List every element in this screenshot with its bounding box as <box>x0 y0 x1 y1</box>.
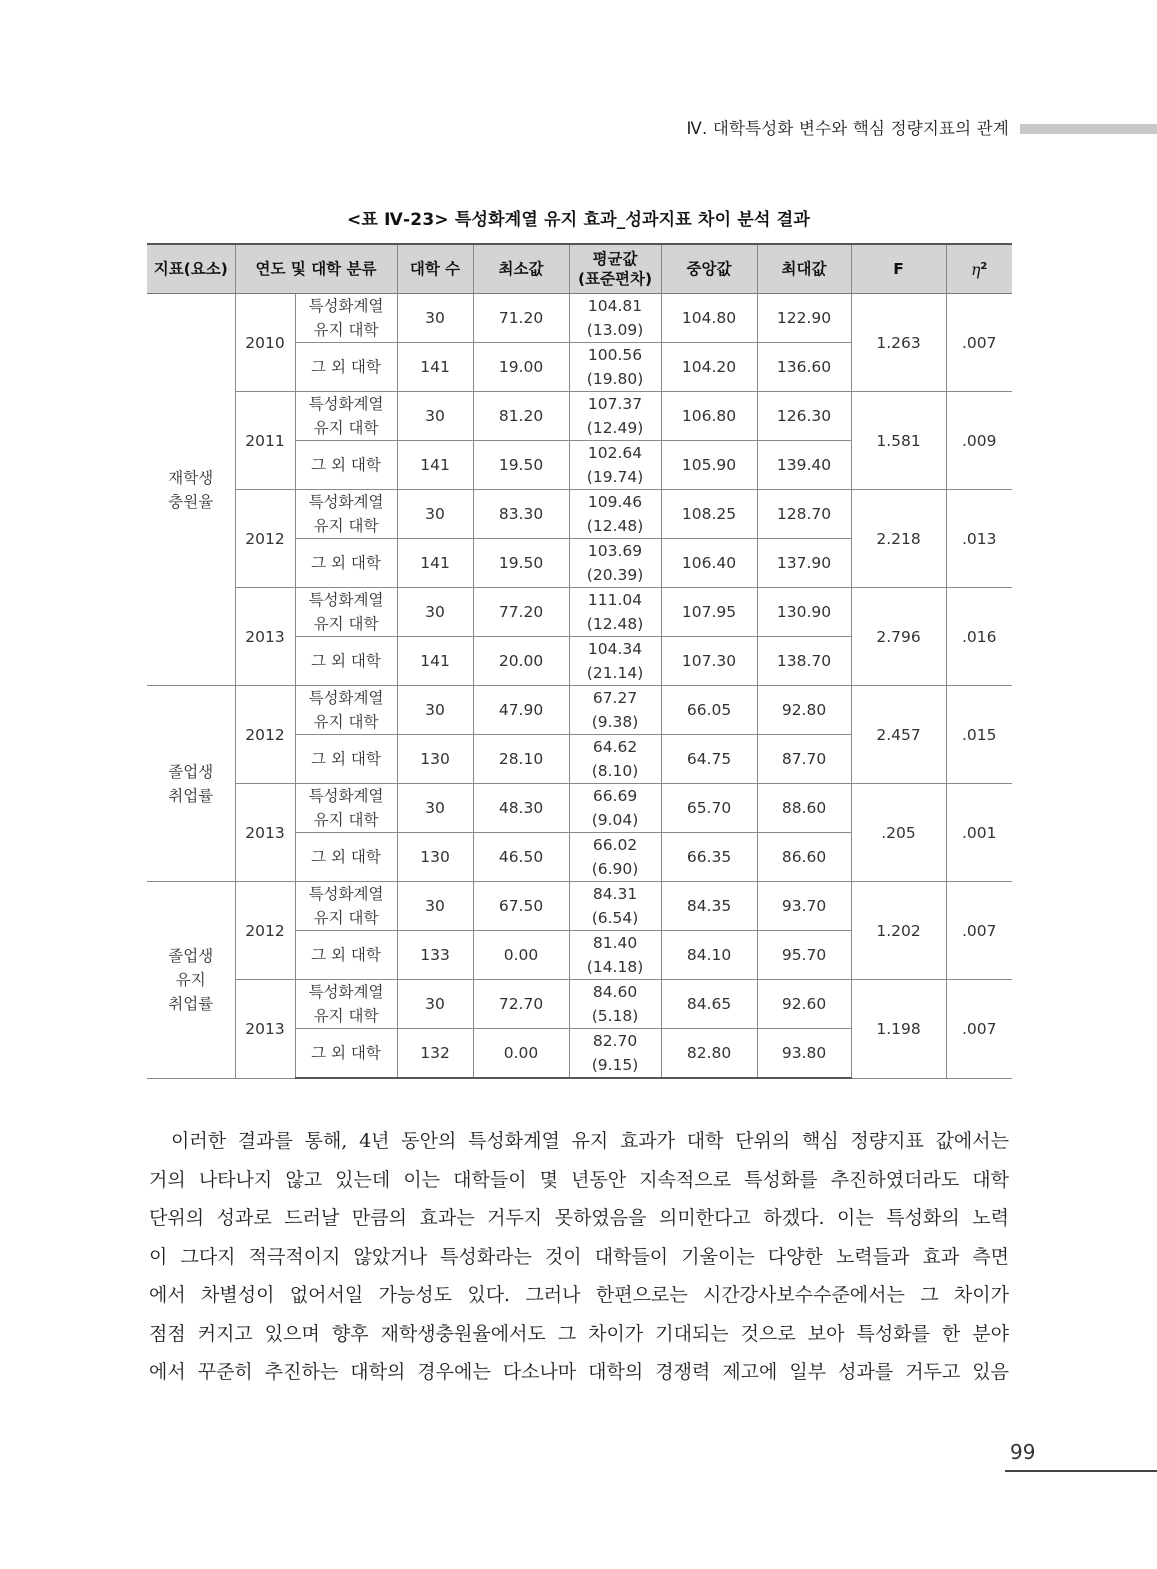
mean-cell <box>569 588 661 637</box>
class-label: 그 외 대학 <box>311 652 381 670</box>
class-label: 특성화계열 <box>308 787 384 805</box>
class-label: 유지 대학 <box>313 321 379 339</box>
max-cell: 92.60 <box>757 980 851 1029</box>
header-mean <box>569 244 661 294</box>
n-cell: 141 <box>397 343 473 392</box>
sd-value: (14.18) <box>586 958 644 976</box>
class-label: 유지 대학 <box>313 615 379 633</box>
sd-value: (6.54) <box>591 909 639 927</box>
median-cell: 106.40 <box>661 539 757 588</box>
body-line: 점점 커지고 있으며 향후 재학생충원율에서도 그 차이가 기대되는 것으로 보아 특성화를 한 분야 <box>149 1322 1009 1345</box>
metric-label: 재학생 <box>168 468 214 487</box>
max-cell: 130.90 <box>757 588 851 637</box>
sd-value: (12.48) <box>586 615 644 633</box>
median-cell: 64.75 <box>661 735 757 784</box>
mean-cell <box>569 637 661 686</box>
class-cell <box>295 294 397 343</box>
metric-cell <box>147 882 235 1079</box>
year-cell: 2013 <box>235 980 295 1079</box>
median-cell: 65.70 <box>661 784 757 833</box>
min-cell: 81.20 <box>473 392 569 441</box>
mean-cell <box>569 784 661 833</box>
class-cell <box>295 392 397 441</box>
sd-value: (12.48) <box>586 517 644 535</box>
header-f: F <box>851 244 946 294</box>
eta-cell: .007 <box>946 980 1012 1079</box>
chapter-title: Ⅳ. 대학특성화 변수와 핵심 정량지표의 관계 <box>686 119 1009 138</box>
sd-value: (5.18) <box>591 1007 639 1025</box>
class-cell <box>295 588 397 637</box>
n-cell: 30 <box>397 980 473 1029</box>
min-cell: 67.50 <box>473 882 569 931</box>
class-label: 특성화계열 <box>308 591 384 609</box>
class-label: 그 외 대학 <box>311 946 381 964</box>
mean-cell <box>569 441 661 490</box>
median-cell: 106.80 <box>661 392 757 441</box>
running-header <box>0 117 1157 141</box>
n-cell: 30 <box>397 588 473 637</box>
n-cell: 30 <box>397 392 473 441</box>
min-cell: 77.20 <box>473 588 569 637</box>
table-row <box>147 294 1012 343</box>
max-cell: 126.30 <box>757 392 851 441</box>
median-cell: 84.65 <box>661 980 757 1029</box>
class-cell <box>295 1029 397 1079</box>
class-cell <box>295 784 397 833</box>
min-cell: 83.30 <box>473 490 569 539</box>
mean-value: 103.69 <box>587 542 643 560</box>
class-label: 그 외 대학 <box>311 1044 381 1062</box>
f-cell: 1.581 <box>851 392 946 490</box>
class-cell <box>295 637 397 686</box>
mean-value: 100.56 <box>587 346 643 364</box>
header-max: 최대값 <box>757 244 851 294</box>
mean-value: 81.40 <box>592 934 638 952</box>
class-label: 유지 대학 <box>313 1007 379 1025</box>
class-label: 그 외 대학 <box>311 848 381 866</box>
class-label: 특성화계열 <box>308 297 384 315</box>
eta-cell: .007 <box>946 294 1012 392</box>
mean-cell <box>569 294 661 343</box>
n-cell: 30 <box>397 490 473 539</box>
median-cell: 104.20 <box>661 343 757 392</box>
table-row <box>147 490 1012 539</box>
median-cell: 66.05 <box>661 686 757 735</box>
median-cell: 66.35 <box>661 833 757 882</box>
body-line: 거의 나타나지 않고 있는데 이는 대학들이 몇 년동안 지속적으로 특성화를 추진하였더라도 대학 <box>149 1168 1009 1191</box>
min-cell: 20.00 <box>473 637 569 686</box>
n-cell: 133 <box>397 931 473 980</box>
year-cell: 2013 <box>235 784 295 882</box>
max-cell: 128.70 <box>757 490 851 539</box>
sd-value: (13.09) <box>586 321 644 339</box>
min-cell: 72.70 <box>473 980 569 1029</box>
median-cell: 108.25 <box>661 490 757 539</box>
min-cell: 71.20 <box>473 294 569 343</box>
mean-value: 66.02 <box>592 836 638 854</box>
metric-label: 유지 <box>175 970 206 989</box>
metric-label: 졸업생 <box>168 946 214 965</box>
mean-cell <box>569 735 661 784</box>
eta-symbol: η <box>971 261 981 280</box>
mean-cell <box>569 931 661 980</box>
class-label: 그 외 대학 <box>311 456 381 474</box>
eta-cell: .013 <box>946 490 1012 588</box>
class-label: 특성화계열 <box>308 689 384 707</box>
max-cell: 93.80 <box>757 1029 851 1079</box>
eta-cell: .015 <box>946 686 1012 784</box>
max-cell: 87.70 <box>757 735 851 784</box>
class-cell <box>295 539 397 588</box>
max-cell: 95.70 <box>757 931 851 980</box>
sd-value: (21.14) <box>586 664 644 682</box>
class-label: 특성화계열 <box>308 493 384 511</box>
mean-cell <box>569 1029 661 1079</box>
mean-value: 84.60 <box>592 983 638 1001</box>
class-label: 유지 대학 <box>313 419 379 437</box>
mean-value: 102.64 <box>587 444 643 462</box>
min-cell: 47.90 <box>473 686 569 735</box>
year-cell: 2010 <box>235 294 295 392</box>
table-row <box>147 686 1012 735</box>
max-cell: 86.60 <box>757 833 851 882</box>
n-cell: 30 <box>397 784 473 833</box>
body-line: 단위의 성과로 드러날 만큼의 효과는 거두지 못하였음을 의미한다고 하겠다. 이는 특성화의 노력 <box>149 1207 1009 1229</box>
eta-power: 2 <box>980 261 988 273</box>
class-label: 유지 대학 <box>313 909 379 927</box>
mean-value: 82.70 <box>592 1032 638 1050</box>
table-row <box>147 980 1012 1029</box>
header-median: 중앙값 <box>661 244 757 294</box>
class-label: 유지 대학 <box>313 713 379 731</box>
mean-cell <box>569 980 661 1029</box>
mean-cell <box>569 539 661 588</box>
year-cell: 2012 <box>235 490 295 588</box>
mean-value: 104.34 <box>587 640 643 658</box>
year-cell: 2012 <box>235 686 295 784</box>
mean-cell <box>569 392 661 441</box>
class-cell <box>295 882 397 931</box>
sd-value: (20.39) <box>586 566 644 584</box>
max-cell: 139.40 <box>757 441 851 490</box>
body-line: 이러한 결과를 통해, 4년 동안의 특성화계열 유지 효과가 대학 단위의 핵심 정량지표 값에서는 <box>171 1130 1009 1152</box>
body-paragraph <box>149 1122 1009 1392</box>
mean-value: 67.27 <box>592 689 638 707</box>
header-row <box>147 244 1012 294</box>
sd-value: (19.80) <box>586 370 644 388</box>
metric-cell <box>147 686 235 882</box>
f-cell: .205 <box>851 784 946 882</box>
mean-value: 107.37 <box>587 395 643 413</box>
min-cell: 48.30 <box>473 784 569 833</box>
header-min: 최소값 <box>473 244 569 294</box>
class-label: 그 외 대학 <box>311 750 381 768</box>
min-cell: 0.00 <box>473 1029 569 1079</box>
header-bar <box>1020 124 1157 134</box>
n-cell: 141 <box>397 637 473 686</box>
class-label: 유지 대학 <box>313 517 379 535</box>
mean-value: 109.46 <box>587 493 643 511</box>
class-label: 특성화계열 <box>308 983 384 1001</box>
max-cell: 137.90 <box>757 539 851 588</box>
min-cell: 19.00 <box>473 343 569 392</box>
class-label: 그 외 대학 <box>311 358 381 376</box>
table-row <box>147 784 1012 833</box>
results-table <box>147 243 1012 1079</box>
f-cell: 1.198 <box>851 980 946 1079</box>
mean-cell <box>569 833 661 882</box>
mean-value: 66.69 <box>592 787 638 805</box>
n-cell: 132 <box>397 1029 473 1079</box>
median-cell: 107.30 <box>661 637 757 686</box>
page-number: 99 <box>1010 1440 1036 1464</box>
n-cell: 130 <box>397 833 473 882</box>
f-cell: 1.263 <box>851 294 946 392</box>
class-label: 특성화계열 <box>308 395 384 413</box>
body-line: 에서 꾸준히 추진하는 대학의 경우에는 다소나마 대학의 경쟁력 제고에 일부 성과를 거두고 있음 <box>149 1361 1009 1383</box>
mean-value: 111.04 <box>587 591 643 609</box>
table-caption: <표 Ⅳ-23> 특성화계열 유지 효과_성과지표 차이 분석 결과 <box>346 210 811 230</box>
eta-cell: .016 <box>946 588 1012 686</box>
class-cell <box>295 686 397 735</box>
sd-value: (9.04) <box>591 811 639 829</box>
mean-cell <box>569 882 661 931</box>
header-n: 대학 수 <box>397 244 473 294</box>
sd-value: (6.90) <box>591 860 639 878</box>
table-row <box>147 882 1012 931</box>
year-cell: 2012 <box>235 882 295 980</box>
sd-value: (12.49) <box>586 419 644 437</box>
eta-cell: .007 <box>946 882 1012 980</box>
eta-cell: .001 <box>946 784 1012 882</box>
class-cell <box>295 931 397 980</box>
min-cell: 19.50 <box>473 441 569 490</box>
n-cell: 30 <box>397 686 473 735</box>
mean-cell <box>569 343 661 392</box>
min-cell: 19.50 <box>473 539 569 588</box>
mean-value: 84.31 <box>592 885 638 903</box>
max-cell: 138.70 <box>757 637 851 686</box>
table-row <box>147 588 1012 637</box>
n-cell: 141 <box>397 539 473 588</box>
class-cell <box>295 490 397 539</box>
median-cell: 104.80 <box>661 294 757 343</box>
metric-label: 취업률 <box>168 994 214 1013</box>
max-cell: 92.80 <box>757 686 851 735</box>
header-year-class: 연도 및 대학 분류 <box>235 244 397 294</box>
body-line: 이 그다지 적극적이지 않았거나 특성화라는 것이 대학들이 기울이는 다양한 노력들과 효과 측면 <box>149 1245 1009 1268</box>
median-cell: 107.95 <box>661 588 757 637</box>
n-cell: 30 <box>397 294 473 343</box>
mean-value: 64.62 <box>592 738 638 756</box>
class-label: 특성화계열 <box>308 885 384 903</box>
class-cell <box>295 441 397 490</box>
class-label: 유지 대학 <box>313 811 379 829</box>
mean-cell <box>569 490 661 539</box>
year-cell: 2013 <box>235 588 295 686</box>
max-cell: 88.60 <box>757 784 851 833</box>
metric-label: 충원율 <box>168 492 214 511</box>
class-cell <box>295 343 397 392</box>
n-cell: 30 <box>397 882 473 931</box>
mean-value: 104.81 <box>587 297 643 315</box>
f-cell: 2.796 <box>851 588 946 686</box>
class-cell <box>295 980 397 1029</box>
median-cell: 82.80 <box>661 1029 757 1079</box>
header-metric: 지표(요소) <box>147 244 235 294</box>
min-cell: 46.50 <box>473 833 569 882</box>
max-cell: 122.90 <box>757 294 851 343</box>
sd-value: (19.74) <box>586 468 644 486</box>
metric-label: 취업률 <box>168 786 214 805</box>
n-cell: 141 <box>397 441 473 490</box>
n-cell: 130 <box>397 735 473 784</box>
class-cell <box>295 833 397 882</box>
median-cell: 84.35 <box>661 882 757 931</box>
eta-cell: .009 <box>946 392 1012 490</box>
f-cell: 2.457 <box>851 686 946 784</box>
header-eta <box>946 244 1012 294</box>
mean-cell <box>569 686 661 735</box>
f-cell: 2.218 <box>851 490 946 588</box>
max-cell: 136.60 <box>757 343 851 392</box>
min-cell: 28.10 <box>473 735 569 784</box>
metric-cell <box>147 294 235 686</box>
median-cell: 105.90 <box>661 441 757 490</box>
metric-label: 졸업생 <box>168 762 214 781</box>
sd-value: (9.15) <box>591 1056 639 1074</box>
f-cell: 1.202 <box>851 882 946 980</box>
page-number-rule <box>1005 1470 1157 1472</box>
class-cell <box>295 735 397 784</box>
median-cell: 84.10 <box>661 931 757 980</box>
table-body <box>147 294 1012 1079</box>
sd-value: (8.10) <box>591 762 639 780</box>
class-label: 그 외 대학 <box>311 554 381 572</box>
body-line: 에서 차별성이 없어서일 가능성도 있다. 그러나 한편으로는 시간강사보수수준에서는 그 차이가 <box>149 1284 1009 1306</box>
header-mean-label: 평균값 <box>592 250 638 268</box>
year-cell: 2011 <box>235 392 295 490</box>
sd-value: (9.38) <box>591 713 639 731</box>
table-row <box>147 392 1012 441</box>
min-cell: 0.00 <box>473 931 569 980</box>
max-cell: 93.70 <box>757 882 851 931</box>
header-sd-label: (표준편차) <box>577 270 653 288</box>
